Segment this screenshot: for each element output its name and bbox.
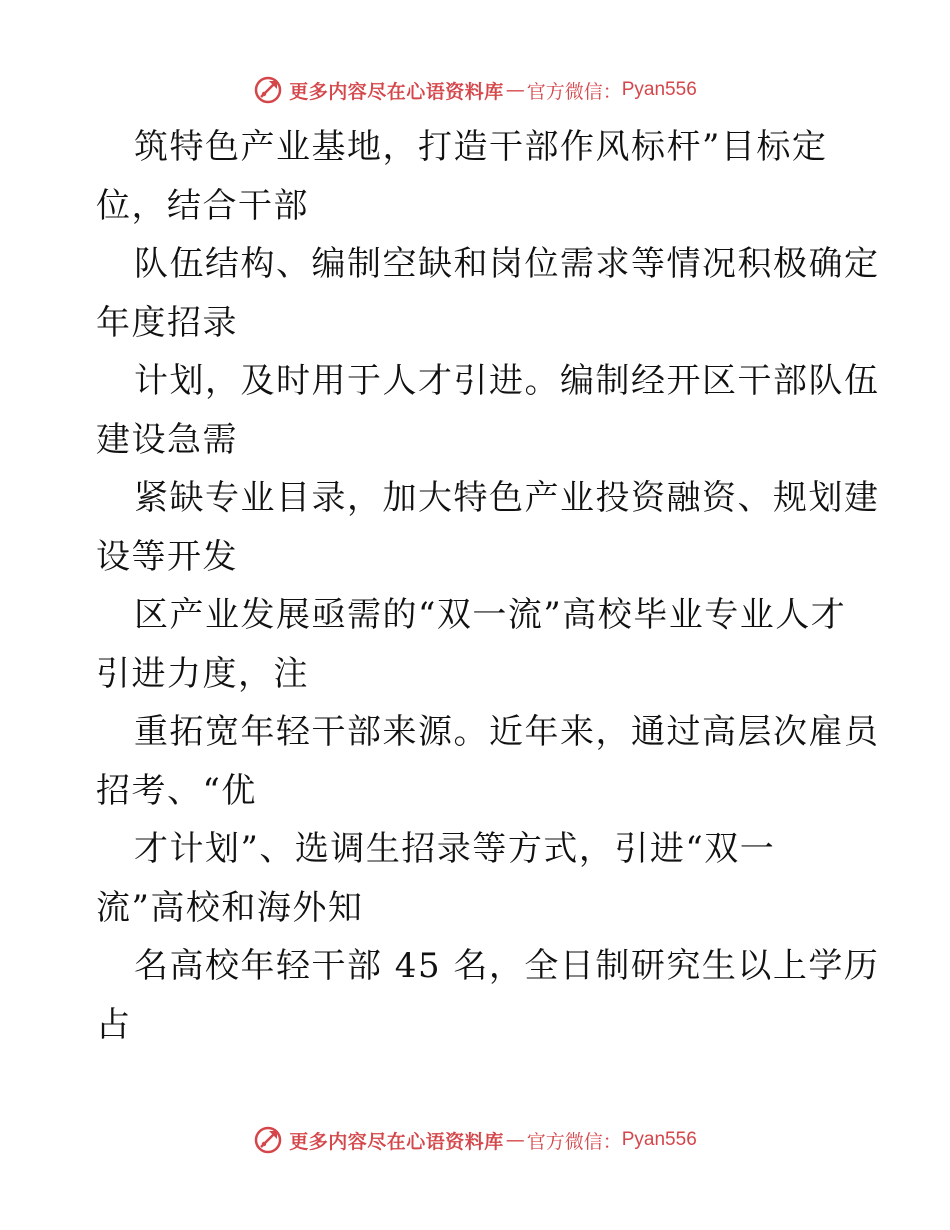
text-line: 占 [96, 1004, 132, 1045]
quill-logo-icon [253, 75, 283, 105]
footer-wechat-label: 官方微信： [526, 1130, 622, 1153]
document-body [96, 118, 880, 1054]
quill-logo-icon [253, 1125, 283, 1155]
text-line: 才计划”、选调生招录等方式，引进“双一 [134, 829, 776, 869]
text-line: 计划，及时用于人才引进。编制经开区干部队伍 [134, 361, 880, 401]
header-site-text: 更多内容尽在心语资料库 [289, 80, 504, 103]
text-line: 区产业发展亟需的“双一流”高校毕业专业人才 [134, 595, 847, 635]
text-line: 筑特色产业基地，打造干部作风标杆”目标定 [134, 127, 828, 167]
text-line: 紧缺专业目录，加大特色产业投资融资、规划建 [134, 478, 880, 518]
footer-separator: — [505, 1129, 525, 1151]
header-banner [0, 70, 950, 110]
text-line: 建设急需 [96, 419, 238, 460]
header-wechat-label: 官方微信： [526, 80, 622, 103]
text-line: 位，结合干部 [96, 185, 309, 226]
text-line: 招考、“优 [96, 770, 257, 811]
text-line: 年度招录 [96, 302, 238, 343]
text-line: 流”高校和海外知 [96, 887, 364, 928]
footer-banner [0, 1120, 950, 1160]
text-line: 名高校年轻干部 45 名，全日制研究生以上学历 [134, 946, 880, 986]
header-wechat-id: Pyan556 [621, 79, 697, 100]
footer-site-text: 更多内容尽在心语资料库 [289, 1130, 504, 1153]
text-line: 重拓宽年轻干部来源。近年来，通过高层次雇员 [134, 712, 880, 752]
header-separator: — [505, 79, 525, 101]
footer-wechat-id: Pyan556 [621, 1129, 697, 1150]
text-line: 设等开发 [96, 536, 238, 577]
text-line: 引进力度，注 [96, 653, 309, 694]
text-line: 队伍结构、编制空缺和岗位需求等情况积极确定 [134, 244, 880, 284]
